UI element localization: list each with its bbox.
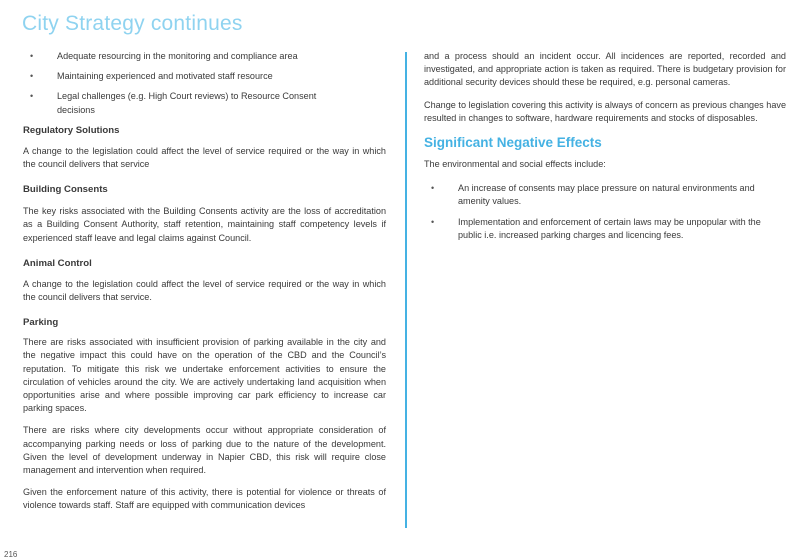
list-item <box>23 70 386 83</box>
bullet-text: Legal challenges (e.g. High Court reviews) to Resource Consent decisions <box>57 91 317 115</box>
regulatory-heading: Regulatory Solutions <box>23 124 120 136</box>
negative-effects-list <box>424 182 786 242</box>
bullet-text: An increase of consents may place pressure on natural environments and amenity values. <box>458 183 755 207</box>
list-item <box>23 90 386 116</box>
bullet-icon: • <box>30 51 34 61</box>
legislation-paragraph: Change to legislation covering this activity is always of concern as previous changes have resulted in changes to software, hardware requirements and stocks of disposables. <box>424 99 786 123</box>
bullet-icon: • <box>30 91 34 102</box>
right-column <box>424 50 786 242</box>
parking-paragraph: There are risks associated with insufficient provision of parking available in the city and the negative impact this could have on the operation of the CBD and the Council’s reputation. To mitigate this risk we undertake enforcement activities to ensure the circulation of vehicles around the city. We are actively undertaking land acquisition when opportunities arise and where possible improving car park efficiency to increase car parking spaces. <box>23 337 386 414</box>
bullet-text: Maintaining experienced and motivated staff resource <box>57 71 273 82</box>
animal-control-heading: Animal Control <box>23 257 92 269</box>
building-consents-heading: Building Consents <box>23 184 108 196</box>
list-item <box>23 50 386 63</box>
incident-paragraph: and a process should an incident occur. All incidences are reported, recorded and investigated, and appropriate action is taken as required. There is budgetary provision for additional security devices should these be required, e.g. personal cameras. <box>424 51 786 88</box>
list-item <box>424 182 786 208</box>
animal-control-text: A change to the legislation could affect the level of service required or the way in which the council delivers that service. <box>23 278 386 303</box>
regulatory-text: A change to the legislation could affect the level of service required or the way in which the council delivers that service <box>23 145 386 170</box>
bullet-icon: • <box>431 216 435 227</box>
bullet-text: Adequate resourcing in the monitoring and compliance area <box>57 51 298 61</box>
parking-heading: Parking <box>23 317 59 329</box>
page-title: City Strategy continues <box>22 12 243 35</box>
column-divider <box>405 52 407 528</box>
page-number: 216 <box>4 550 18 559</box>
list-item <box>424 216 786 242</box>
left-column <box>23 50 386 513</box>
bullet-icon: • <box>30 71 34 82</box>
resourcing-bullet-list <box>23 50 386 117</box>
negative-effects-intro: The environmental and social effects include: <box>424 159 606 170</box>
bullet-icon: • <box>431 183 435 194</box>
negative-effects-heading: Significant Negative Effects <box>424 135 602 151</box>
building-consents-text: The key risks associated with the Building Consents activity are the loss of accreditation as a Building Consent Authority, staff retention, maintaining staff competency levels if experienced staff leave and legal claims against Council. <box>23 206 386 243</box>
parking-paragraph: There are risks where city developments occur without appropriate consideration of accompanying parking needs or loss of parking due to the nature of the development. Given the level of development underway in Napier CBD, this risk will require close management and intervention when required. <box>23 425 386 476</box>
parking-paragraph: Given the enforcement nature of this activity, there is potential for violence or threats of violence towards staff. Staff are equipped with communication devices <box>23 487 386 511</box>
bullet-text: Implementation and enforcement of certain laws may be unpopular with the public i.e. increased parking charges and licencing fees. <box>458 216 761 240</box>
